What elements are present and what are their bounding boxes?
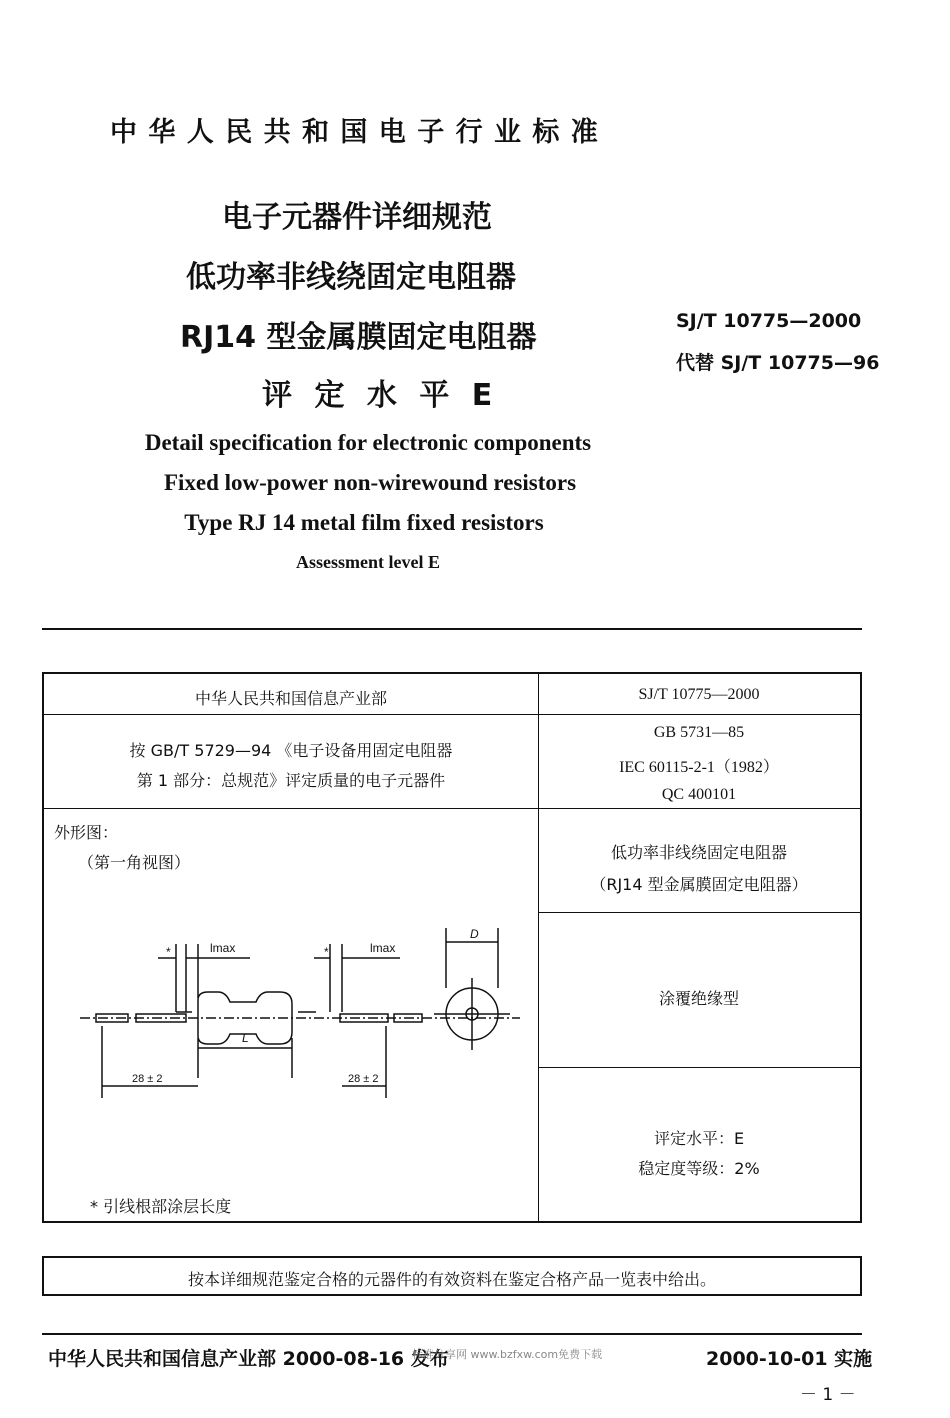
table-row-line <box>44 714 860 715</box>
english-title-2: Fixed low-power non-wirewound resistors <box>163 470 577 495</box>
basis-line-2: 第 1 部分：总规范》评定质量的电子元器件 <box>136 771 446 790</box>
product-name-line-1: 低功率非线绕固定电阻器 <box>610 843 787 862</box>
issued-date: 中华人民共和国信息产业部 2000-08-16 发布 <box>48 1348 449 1370</box>
drawing-lmax-left: lmax <box>210 941 236 955</box>
title-line-3: RJ14 型金属膜固定电阻器 <box>180 320 537 355</box>
drawing-star-left: * <box>166 945 171 959</box>
footer-divider <box>42 1333 862 1335</box>
outline-footnote: * 引线根部涂层长度 <box>90 1197 232 1216</box>
title-line-4: 评 定 水 平 E <box>262 378 499 413</box>
drawing-star-right: * <box>324 945 329 959</box>
spec-table <box>42 672 862 1223</box>
drawing-lead-left: 28 ± 2 <box>132 1073 163 1085</box>
header-divider <box>42 628 862 630</box>
issuer-cell: 中华人民共和国信息产业部 <box>194 689 387 708</box>
notice-text: 按本详细规范鉴定合格的元器件的有效资料在鉴定合格产品一览表中给出。 <box>187 1270 716 1289</box>
drawing-d-label: D <box>470 928 479 941</box>
ref-standard-3: QC 400101 <box>661 786 737 803</box>
drawing-l-label: L <box>242 1031 249 1045</box>
coating-type: 涂覆绝缘型 <box>658 989 739 1008</box>
stability-grade: 稳定度等级：2% <box>638 1159 760 1178</box>
ref-standard-1: GB 5731—85 <box>653 724 745 741</box>
outline-view: （第一角视图） <box>78 853 191 872</box>
replaces-standard: 代替 SJ/T 10775—96 <box>676 352 880 374</box>
table-row-line <box>44 808 860 809</box>
std-no-cell: SJ/T 10775—2000 <box>638 686 760 703</box>
title-line-1: 电子元器件详细规范 <box>222 200 492 235</box>
watermark-text: 标准分享网 www.bzfxw.com免费下载 <box>412 1348 603 1361</box>
standard-number: SJ/T 10775—2000 <box>676 310 862 332</box>
resistor-outline-drawing <box>80 928 528 1118</box>
english-assessment-level: Assessment level E <box>296 552 440 572</box>
basis-line-1: 按 GB/T 5729—94 《电子设备用固定电阻器 <box>129 741 453 760</box>
org-standard-title: 中 华 人 民 共 和 国 电 子 行 业 标 准 <box>110 117 599 148</box>
page-number: － 1 － <box>800 1385 856 1405</box>
product-name-line-2: （RJ14 型金属膜固定电阻器） <box>590 875 808 894</box>
effective-date: 2000-10-01 实施 <box>706 1348 873 1370</box>
table-row-line <box>538 1067 860 1068</box>
assessment-level: 评定水平：E <box>653 1129 745 1148</box>
english-title-1: Detail specification for electronic components <box>144 430 592 455</box>
title-line-2: 低功率非线绕固定电阻器 <box>186 260 516 295</box>
notice-box <box>42 1256 862 1296</box>
drawing-lmax-right: lmax <box>370 941 396 955</box>
table-row-line <box>538 912 860 913</box>
english-title-3: Type RJ 14 metal film fixed resistors <box>184 510 544 535</box>
drawing-lead-right: 28 ± 2 <box>348 1073 379 1085</box>
outline-label: 外形图： <box>54 823 119 842</box>
ref-standard-2: IEC 60115-2-1（1982） <box>619 759 779 776</box>
